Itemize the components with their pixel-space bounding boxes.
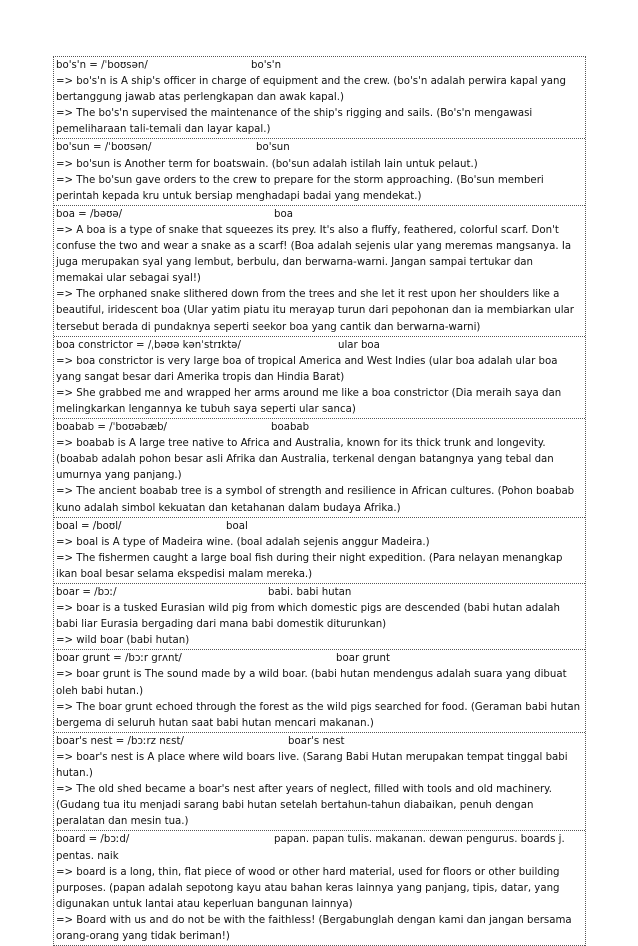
example-line: => The bo'sun gave orders to the crew to prepare for the storm approaching. (Bo'sun memberi perintah kepada kru untuk bersiap menghadapi badai yang mendekat.) (56, 174, 544, 202)
definition-line: => boal is A type of Madeira wine. (boal adalah sejenis anggur Madeira.) (56, 536, 430, 548)
entry-headline (56, 58, 583, 74)
definition-line: => A boa is a type of snake that squeezes its prey. It's also a fluffy, feathered, colorful scarf. Don't confuse the two and wear a snake as a scarf! (Boa adalah sejenis ular yang meremas mangsanya. Ia juga merupakan syal yang lembut, berbulu, dan berwarna-warni. Jangan sampai tertukar dan memakai ular sebagai syal!) (56, 224, 572, 285)
headword-pronunciation: boar = /bɔː/ (56, 587, 117, 598)
dictionary-entry (54, 518, 585, 584)
example-line: => The boar grunt echoed through the forest as the wild pigs searched for food. (Geraman babi hutan bergema di seluruh hutan saat babi hutan mencari makanan.) (56, 701, 581, 729)
translation: boar's nest (288, 735, 345, 747)
example-line: => She grabbed me and wrapped her arms around me like a boa constrictor (Dia meraih saya dan melingkarkan lengannya ke tubuh saya seperti ular sanca) (56, 387, 562, 415)
translation: bo's'n (251, 60, 282, 71)
dictionary-entry (54, 831, 585, 946)
dictionary-entry (54, 139, 585, 205)
definition-line: => boabab is A large tree native to Africa and Australia, known for its thick trunk and longevity. (boabab adalah pohon besar asli Afrika dan Australia, terkenal dengan batangnya yang tebal dan umurnya yang panjang.) (56, 438, 554, 482)
translation: ular boa (338, 339, 380, 351)
entry-headline (56, 585, 583, 601)
example-line: => Board with us and do not be with the faithless! (Bergabunglah dengan kami dan jangan bersama orang-orang yang tidak beriman!) (56, 914, 572, 942)
example-line: => The fishermen caught a large boal fish during their night expedition. (Para nelayan menangkap ikan boal besar selama ekspedisi malam mereka.) (56, 552, 563, 580)
entry-headline (56, 832, 583, 864)
definition-line: => boar is a tusked Eurasian wild pig from which domestic pigs are descended (babi hutan adalah babi liar Eurasia bergading dari mana babi domestik diturunkan) (56, 603, 561, 631)
dictionary-entry (54, 337, 585, 419)
translation: boabab (271, 422, 310, 434)
definition-line: => bo's'n is A ship's officer in charge of equipment and the crew. (bo's'n adalah perwira kapal yang bertanggung jawab atas perlengkapan dan awak kapal.) (56, 76, 566, 104)
definition-line: => boar grunt is The sound made by a wild boar. (babi hutan mendengus adalah suara yang dibuat oleh babi hutan.) (56, 669, 567, 697)
translation: boal (226, 520, 248, 532)
headword-pronunciation: board = /bɔːd/ (56, 834, 130, 846)
dictionary-entry (54, 584, 585, 650)
translation: babi. babi hutan (268, 587, 352, 598)
dictionary-entry (54, 206, 585, 337)
headword-pronunciation: boa = /bəʊə/ (56, 208, 123, 220)
headword-pronunciation: bo's'n = /ˈboʊsən/ (56, 60, 148, 71)
entry-headline (56, 734, 583, 750)
translation: boar grunt (336, 653, 390, 665)
headword-pronunciation: boar grunt = /bɔːr grʌnt/ (56, 653, 182, 665)
translation: bo'sun (256, 142, 290, 154)
definition-line: => boa constrictor is very large boa of tropical America and West Indies (ular boa adalah ular boa yang sangat besar dari Amerika tropis dan Hindia Barat) (56, 355, 558, 383)
dictionary-entry (54, 57, 585, 139)
example-line: => The old shed became a boar's nest after years of neglect, filled with tools and old machinery. (Gudang tua itu menjadi sarang babi hutan setelah bertahun-tahun diabaikan, penuh dengan peralatan dan mesin tua.) (56, 784, 552, 828)
entry-headline (56, 420, 583, 436)
entry-headline (56, 338, 583, 354)
translation: papan. papan tulis. makanan. dewan pengurus. boards j. pentas. naik (56, 834, 565, 862)
entry-headline (56, 207, 583, 223)
example-line: => The ancient boabab tree is a symbol of strength and resilience in African cultures. (Pohon boabab kuno adalah simbol kekuatan dan ketahanan dalam budaya Afrika.) (56, 486, 575, 514)
entry-headline (56, 519, 583, 535)
dictionary-entry (54, 419, 585, 518)
definition-line: => boar's nest is A place where wild boars live. (Sarang Babi Hutan merupakan tempat tinggal babi hutan.) (56, 751, 568, 780)
definition-line: => bo'sun is Another term for boatswain. (bo'sun adalah istilah lain untuk pelaut.) (56, 158, 478, 170)
example-line: => wild boar (babi hutan) (56, 635, 190, 647)
example-line: => The orphaned snake slithered down from the trees and she let it rest upon her shoulders like a beautiful, iridescent boa (Ular yatim piatu itu merayap turun dari pepohonan dan ia membiarkan ular tersebut berada di pundaknya seperti seekor boa yang cantik dan berwarna-warni) (56, 289, 574, 333)
headword-pronunciation: boar's nest = /bɔːrz nɛst/ (56, 735, 184, 747)
headword-pronunciation: boabab = /ˈboʊəbæb/ (56, 422, 167, 434)
definition-line: => board is a long, thin, flat piece of wood or other hard material, used for floors or other building purposes. (papan adalah sepotong kayu atau bahan keras lainnya yang panjang, tipis, datar, yang digunakan untuk lantai atau keperluan bangunan lainnya) (56, 866, 560, 910)
translation: boa (274, 208, 293, 220)
dictionary-table (53, 56, 586, 946)
entry-headline (56, 651, 583, 667)
dictionary-entry (54, 650, 585, 732)
example-line: => The bo's'n supervised the maintenance of the ship's rigging and sails. (Bo's'n mengawasi pemeliharaan tali-temali dan layar kapal.) (56, 108, 533, 136)
dictionary-entry (54, 733, 585, 832)
entry-headline (56, 140, 583, 156)
headword-pronunciation: bo'sun = /ˈboʊsən/ (56, 142, 152, 154)
headword-pronunciation: boal = /boʊl/ (56, 520, 122, 532)
headword-pronunciation: boa constrictor = /ˌbəʊə kənˈstrɪktə/ (56, 339, 241, 351)
